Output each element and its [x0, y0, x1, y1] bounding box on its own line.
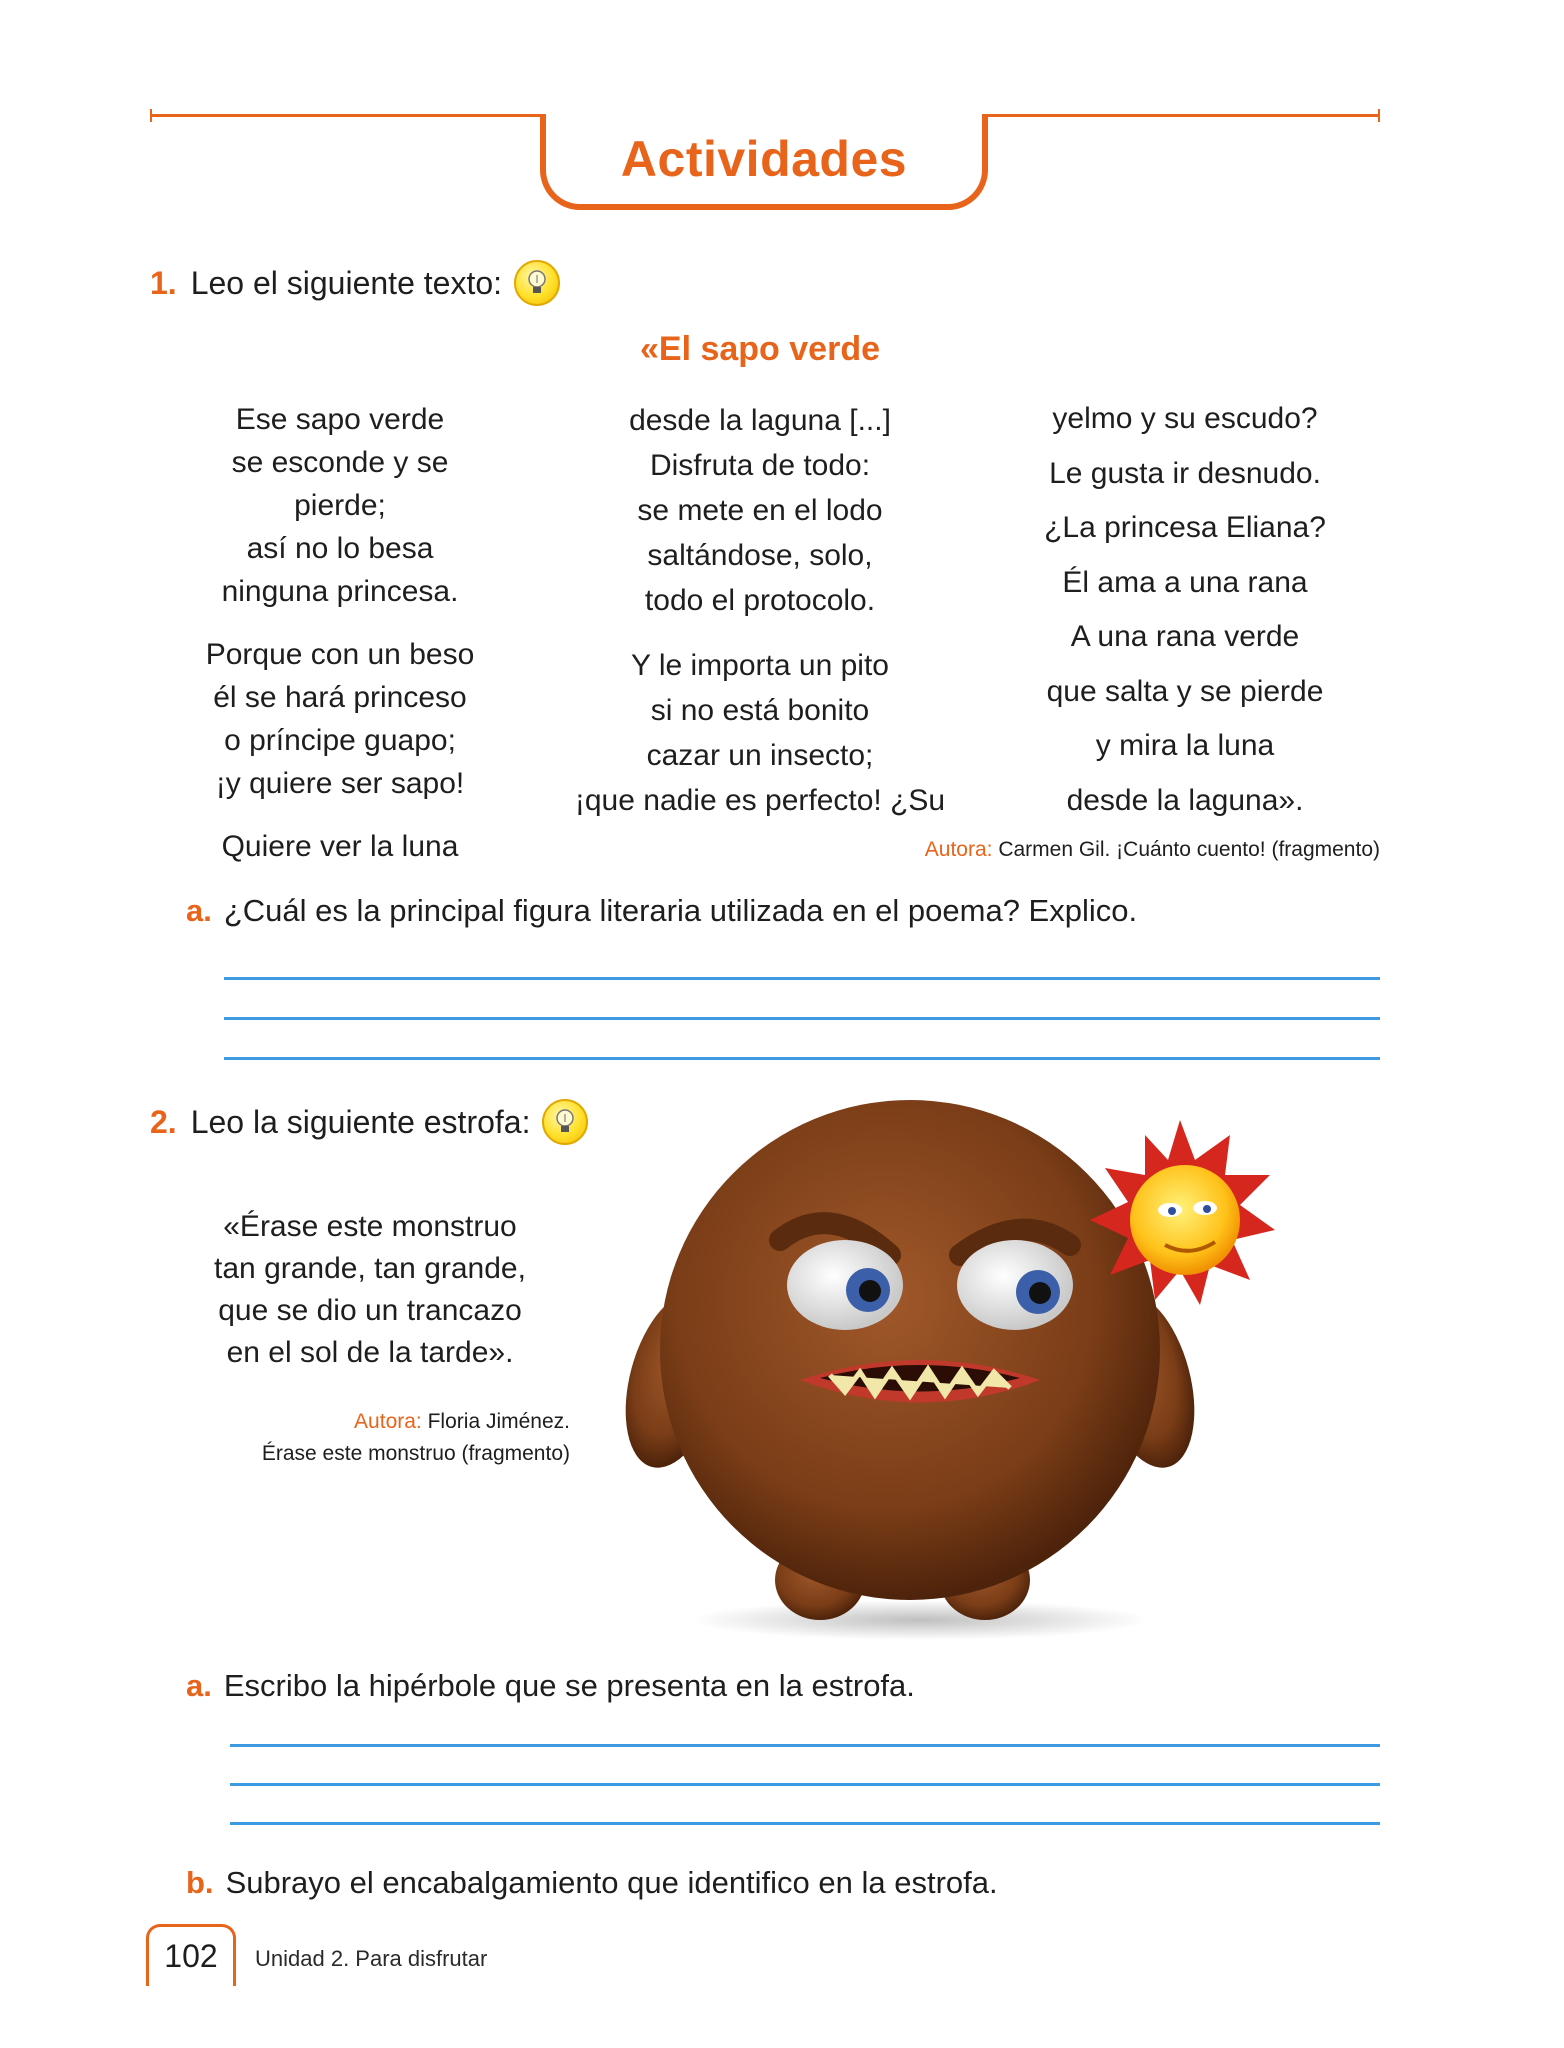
answer-line[interactable]: [224, 1057, 1380, 1060]
question-text: ¿Cuál es la principal figura literaria utilizada en el poema? Explico.: [223, 893, 1138, 928]
poem-line: si no está bonito: [650, 694, 870, 727]
poem-line: saltándose, solo,: [647, 539, 873, 572]
stanza: [190, 825, 490, 868]
activity-1-number: 1.: [150, 264, 177, 301]
poem-line: todo el protocolo.: [644, 584, 876, 617]
poem-line: se esconde y se pierde;: [231, 446, 449, 522]
answer-line[interactable]: [230, 1783, 1380, 1786]
question-2a: [186, 1668, 915, 1704]
poem-line: que se dio un trancazo: [218, 1294, 522, 1327]
monster-illustration: [620, 1080, 1320, 1640]
poem-column-1: [190, 398, 490, 868]
poem-line: Le gusta ir desnudo.: [1049, 456, 1321, 490]
poem-column-3: [1020, 392, 1350, 828]
poem-line: Ese sapo verde: [235, 403, 445, 436]
question-1a: [186, 893, 1137, 929]
page-number: 102: [164, 1938, 218, 1974]
poem-line: que salta y se pierde: [1046, 674, 1324, 708]
poem-line: él se hará princeso: [213, 681, 467, 714]
section-title: Actividades: [620, 131, 908, 187]
poem-line: ¿La princesa Eliana?: [1044, 511, 1326, 544]
activity-1-text: Leo el siguiente texto:: [190, 264, 503, 301]
poem-line: Y le importa un pito: [631, 649, 889, 682]
activity-2-instruction: [150, 1099, 588, 1145]
stanza-credit: [230, 1406, 570, 1470]
monster-stanza: [210, 1206, 530, 1374]
poem-line: ¡que nadie es perfecto! ¿Su: [574, 784, 946, 817]
poem-title: «El sapo verde: [639, 330, 880, 368]
poem-line: o príncipe guapo;: [224, 724, 456, 757]
activity-2-text: Leo la siguiente estrofa:: [190, 1103, 531, 1140]
question-2b: [186, 1865, 998, 1901]
poem-line: Quiere ver la luna: [221, 830, 459, 863]
question-letter: b.: [186, 1865, 214, 1900]
credit-work: Érase este monstruo (fragmento): [261, 1442, 570, 1465]
question-text: Subrayo el encabalgamiento que identifico en la estrofa.: [225, 1865, 998, 1900]
stanza: [190, 398, 490, 613]
section-title-tab: [540, 114, 988, 210]
poem-line: «Érase este monstruo: [223, 1210, 517, 1243]
poem-line: en el sol de la tarde».: [226, 1336, 514, 1369]
poem-line: yelmo y su escudo?: [1052, 402, 1318, 435]
stanza: [190, 633, 490, 805]
stanza: [570, 398, 950, 623]
answer-line[interactable]: [230, 1744, 1380, 1747]
answer-line[interactable]: [230, 1822, 1380, 1825]
activity-2-number: 2.: [150, 1103, 177, 1140]
activity-1-instruction: [150, 260, 560, 306]
unit-label: Unidad 2. Para disfrutar: [255, 1946, 488, 1971]
poem-credit: [880, 838, 1380, 862]
poem-line: Disfruta de todo:: [649, 449, 871, 482]
poem-line: así no lo besa: [246, 532, 434, 565]
poem-line: desde la laguna [...]: [629, 404, 891, 437]
poem-line: A una rana verde: [1070, 620, 1300, 653]
answer-line[interactable]: [224, 977, 1380, 980]
credit-author: Floria Jiménez.: [427, 1410, 570, 1433]
credit-text: Carmen Gil. ¡Cuánto cuento! (fragmento): [998, 838, 1380, 861]
poem-line: Él ama a una rana: [1062, 565, 1308, 599]
poem-line: ninguna princesa.: [221, 575, 459, 608]
poem-line: cazar un insecto;: [646, 739, 874, 772]
poem-line: Porque con un beso: [205, 638, 475, 671]
answer-line[interactable]: [224, 1017, 1380, 1020]
poem-line: y mira la luna: [1095, 729, 1275, 762]
stanza: [570, 643, 950, 823]
poem-line: desde la laguna».: [1066, 783, 1304, 817]
page-number-box: [146, 1924, 236, 1986]
credit-label: Autora:: [354, 1410, 422, 1433]
poem-column-2: [570, 398, 950, 823]
question-letter: a.: [186, 893, 212, 928]
poem-line: se mete en el lodo: [637, 494, 883, 527]
lightbulb-icon: [514, 260, 560, 306]
lightbulb-icon: [542, 1099, 588, 1145]
poem-line: ¡y quiere ser sapo!: [215, 767, 465, 800]
question-text: Escribo la hipérbole que se presenta en la estrofa.: [223, 1668, 915, 1703]
question-letter: a.: [186, 1668, 212, 1703]
poem-line: tan grande, tan grande,: [214, 1252, 526, 1285]
credit-label: Autora:: [924, 838, 993, 861]
